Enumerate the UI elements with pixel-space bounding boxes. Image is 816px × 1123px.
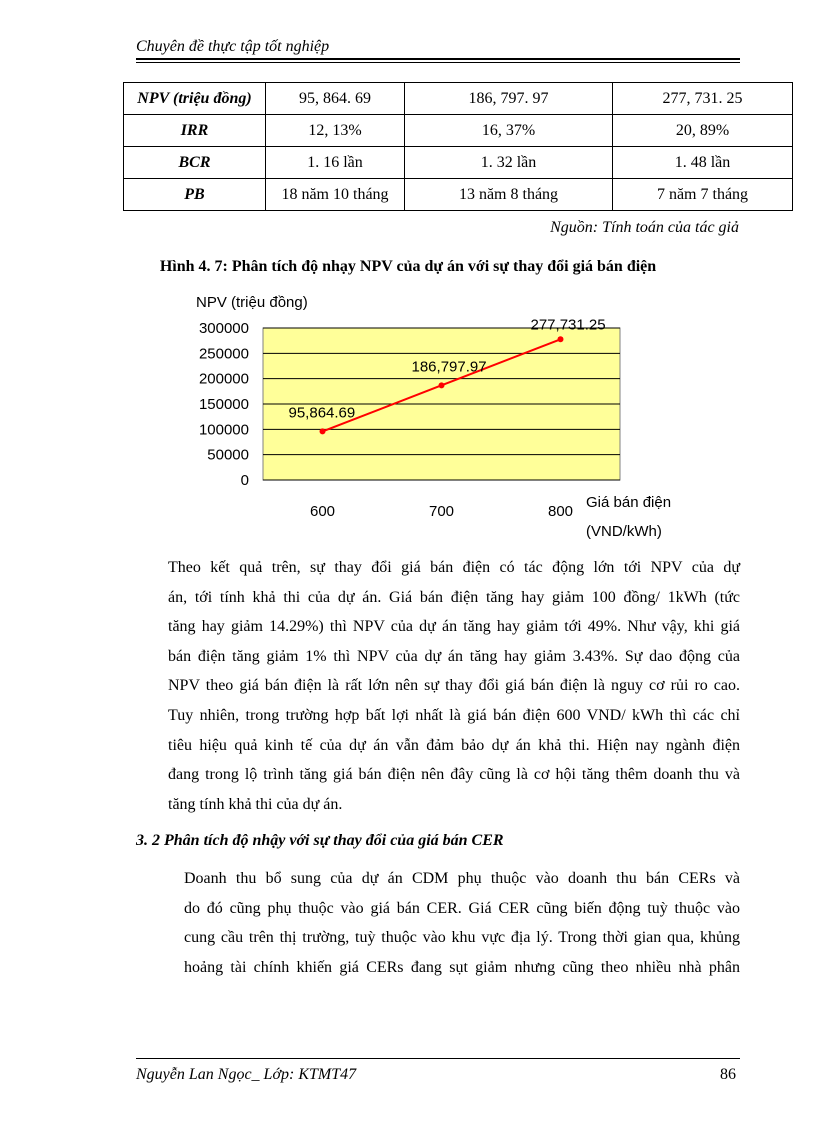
y-tick-label: 50000 [207,446,249,464]
table-source-note: Nguồn: Tính toán của tác giả [550,219,739,236]
data-point [439,382,445,388]
table-cell: 18 năm 10 tháng [266,179,405,211]
paragraph-line: hoảng tài chính khiến giá CERs đang sụt giảm nhưng cũng theo nhiều nhà phân [184,958,740,976]
table-row [124,147,793,179]
header-rule [136,58,740,60]
row-label: BCR [124,147,266,179]
data-point [558,336,564,342]
y-axis-label: NPV (triệu đồng) [196,294,308,311]
table-cell: 1. 32 lần [405,147,613,179]
paragraph-line: NPV theo giá bán điện là rất lớn nên sự thay đổi giá bán điện là nguy cơ rủi ro cao. [168,677,740,695]
table-row [124,115,793,147]
table-cell: 186, 797. 97 [405,83,613,115]
x-axis-label: Giá bán điện [586,494,672,511]
npv-sensitivity-chart [160,288,720,548]
section-heading: 3. 2 Phân tích độ nhậy với sự thay đổi của giá bán CER [136,832,504,849]
paragraph-line: Theo kết quả trên, sự thay đổi giá bán điện có tác động lớn tới NPV của dự [168,559,740,576]
running-header-title: Chuyên đề thực tập tốt nghiệp [136,38,330,55]
paragraph-line: tăng hay giảm 14.29%) thì NPV của dự án tăng hay giảm tới 49%. Như vậy, khi giá [168,618,740,636]
paragraph-line: do đó cũng phụ thuộc vào giá bán CER. Giá CER cũng biến động tuỳ thuộc vào [184,899,740,917]
table-cell: 277, 731. 25 [613,83,793,115]
row-label: NPV (triệu đồng) [124,83,266,115]
footer-author: Nguyễn Lan Ngọc_ Lớp: KTMT47 [136,1066,357,1083]
paragraph-line: cung cầu trên thị trường, tuỳ thuộc vào khu vực địa lý. Trong thời gian qua, khủng [184,929,740,947]
chart-svg [160,288,720,548]
table-row [124,83,793,115]
y-tick-label: 200000 [198,370,249,388]
footer-rule [136,1058,740,1059]
paragraph-line: Tuy nhiên, trong trường hợp bất lợi nhất là giá bán điện 600 VND/ kWh thì các chỉ [168,706,740,724]
table-cell: 95, 864. 69 [266,83,405,115]
table-row [124,179,793,211]
paragraph-line: tiêu hiệu quả kinh tế của dự án vẫn đảm bảo dự án khả thi. Hiện nay ngành điện [168,736,740,754]
data-label: 186,797.97 [411,358,487,376]
y-tick-label: 100000 [198,421,249,439]
table-cell: 1. 48 lần [613,147,793,179]
paragraph-cer-analysis [136,864,740,982]
x-axis-label-unit: (VND/kWh) [586,523,662,540]
paragraph-npv-analysis [136,553,740,819]
data-label: 95,864.69 [288,404,356,422]
y-tick-label: 250000 [198,345,249,363]
header-rule-thin [136,62,740,63]
table-cell: 12, 13% [266,115,405,147]
data-label: 277,731.25 [530,316,606,334]
y-tick-label: 150000 [198,396,249,413]
x-tick-labels [310,503,573,520]
page-number: 86 [720,1066,736,1083]
results-table [123,82,793,211]
table-cell: 16, 37% [405,115,613,147]
x-tick-label: 800 [547,503,574,520]
table-cell: 20, 89% [613,115,793,147]
table-cell: 7 năm 7 tháng [613,179,793,211]
paragraph-line: đang trong lộ trình tăng giá bán điện nên đây cũng là cơ hội tăng thêm doanh thu và [168,766,740,784]
row-label: IRR [124,115,266,147]
table-cell: 13 năm 8 tháng [405,179,613,211]
y-tick-label: 0 [240,472,249,489]
figure-caption: Hình 4. 7: Phân tích độ nhạy NPV của dự án với sự thay đổi giá bán điện [159,258,657,275]
x-tick-label: 700 [428,503,455,520]
paragraph-line: bán điện tăng giảm 1% thì NPV của dự án tăng hay giảm 3.43%. Sự dao động của [168,647,740,665]
paragraph-line: án, tới tính khả thi của dự án. Giá bán điện tăng hay giảm 100 đồng/ 1kWh (tức [168,588,740,606]
y-tick-labels [199,320,249,489]
paragraph-line: tăng tính khả thi của dự án. [168,795,343,813]
table-cell: 1. 16 lần [266,147,405,179]
x-tick-label: 600 [309,503,336,520]
paragraph-line: Doanh thu bổ sung của dự án CDM phụ thuộc vào doanh thu bán CERs và [184,870,740,887]
data-point [320,428,326,434]
y-tick-label: 300000 [198,320,249,337]
row-label: PB [124,179,266,211]
